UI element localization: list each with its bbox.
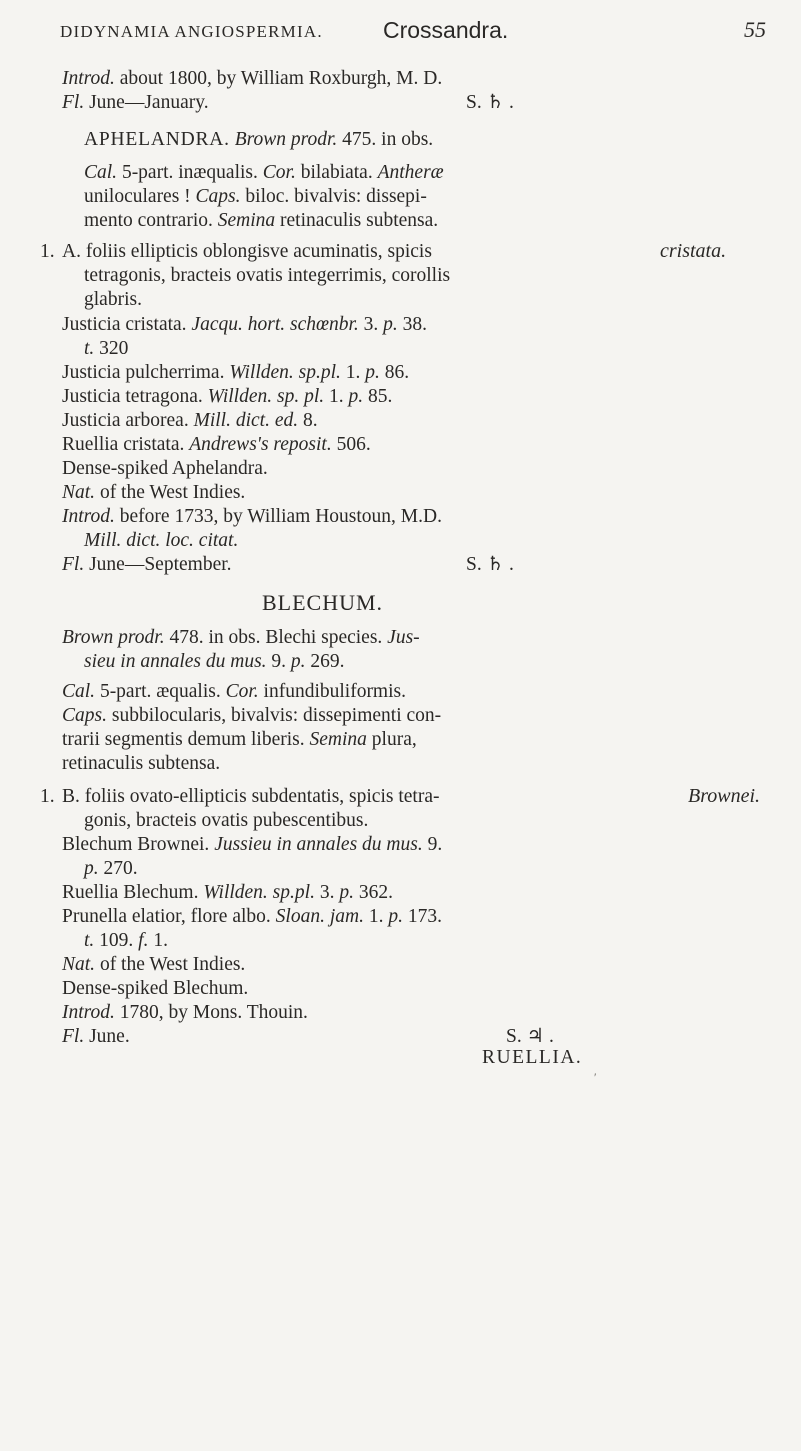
aphelandra-epithet: cristata. <box>660 240 727 262</box>
aphelandra-synonym-5: Ruellia cristata. Andrews's reposit. 506. <box>62 434 371 455</box>
blechum-character-2: Caps. subbilocularis, bivalvis: dissepimenti con- <box>62 705 442 726</box>
blechum-reference-1: Brown prodr. 478. in obs. Blechi species. Jus- <box>62 627 420 648</box>
aphelandra-character-2: uniloculares ! Caps. biloc. bivalvis: dissepi- <box>84 186 427 207</box>
crossandra-flowering: Fl. June—January. <box>62 92 209 113</box>
blechum-flowering: Fl. June. <box>62 1026 130 1047</box>
blechum-habitat: S. ♃ . <box>506 1026 554 1047</box>
crossandra-introd: Introd. about 1800, by William Roxburgh, M. D. <box>62 68 443 89</box>
blechum-character-4: retinaculis subtensa. <box>62 753 221 774</box>
catchword: RUELLIA. <box>482 1047 583 1068</box>
blechum-reference-2: sieu in annales du mus. 9. p. 269. <box>84 651 345 672</box>
aphelandra-introduced: Introd. before 1733, by William Houstoun, M.D. <box>62 506 442 527</box>
blechum-synonym-3-plate: t. 109. f. 1. <box>84 930 168 951</box>
blechum-character-1: Cal. 5-part. æqualis. Cor. infundibuliformis. <box>62 681 406 702</box>
running-head <box>60 16 766 52</box>
aphelandra-character-3: mento contrario. Semina retinaculis subtensa. <box>84 210 439 231</box>
blechum-synonym-3: Prunella elatior, flore albo. Sloan. jam. 1. p. 173. <box>62 906 442 927</box>
aphelandra-synonym-3: Justicia tetragona. Willden. sp. pl. 1. p. 85. <box>62 386 393 407</box>
blechum-native: Nat. of the West Indies. <box>62 954 246 975</box>
blechum-species-number: 1. <box>40 786 55 807</box>
crossandra-habitat: S. ♄ . <box>466 92 514 113</box>
aphelandra-synonym-2: Justicia pulcherrima. Willden. sp.pl. 1. p. 86. <box>62 362 410 383</box>
aphelandra-habitat: S. ♄ . <box>466 554 514 575</box>
aphelandra-miller-reference: Mill. dict. loc. citat. <box>84 530 239 551</box>
aphelandra-character-1: Cal. 5-part. inæqualis. Cor. bilabiata. Antheræ <box>84 162 444 183</box>
aphelandra-species-number: 1. <box>40 241 55 262</box>
blechum-synonym-2: Ruellia Blechum. Willden. sp.pl. 3. p. 362. <box>62 882 393 903</box>
blechum-epithet: Brownei. <box>688 785 761 807</box>
blechum-introduced: Introd. 1780, by Mons. Thouin. <box>62 1002 308 1023</box>
blechum-diagnosis-2: gonis, bracteis ovatis pubescentibus. <box>84 810 369 831</box>
aphelandra-diagnosis-1: A. foliis ellipticis oblongisve acuminatis, spicis <box>62 241 432 262</box>
blechum-character-3: trarii segmentis demum liberis. Semina plura, <box>62 729 417 750</box>
aphelandra-native: Nat. of the West Indies. <box>62 482 246 503</box>
aphelandra-diagnosis-2: tetragonis, bracteis ovatis integerrimis, corollis <box>84 265 451 286</box>
stray-mark: ′ <box>594 1070 597 1084</box>
blechum-heading: BLECHUM. <box>262 590 384 615</box>
running-head-genus: Crossandra. <box>383 17 509 43</box>
aphelandra-diagnosis-3: glabris. <box>84 289 142 310</box>
blechum-synonym-1-page: p. 270. <box>84 858 138 879</box>
blechum-synonym-1: Blechum Brownei. Jussieu in annales du mus. 9. <box>62 834 443 855</box>
aphelandra-common-name: Dense-spiked Aphelandra. <box>62 458 268 479</box>
page-number: 55 <box>744 17 766 42</box>
aphelandra-heading: APHELANDRA. Brown prodr. 475. in obs. <box>84 129 434 150</box>
running-head-class: DIDYNAMIA ANGIOSPERMIA. <box>60 22 323 41</box>
blechum-diagnosis-1: B. foliis ovato-ellipticis subdentatis, spicis tetra- <box>62 786 440 807</box>
blechum-common-name: Dense-spiked Blechum. <box>62 978 249 999</box>
aphelandra-synonym-1: Justicia cristata. Jacqu. hort. schœnbr. 3. p. 38. <box>62 314 428 335</box>
aphelandra-synonym-1-plate: t. 320 <box>84 338 129 359</box>
aphelandra-flowering: Fl. June—September. <box>62 554 232 575</box>
aphelandra-synonym-4: Justicia arborea. Mill. dict. ed. 8. <box>62 410 318 431</box>
